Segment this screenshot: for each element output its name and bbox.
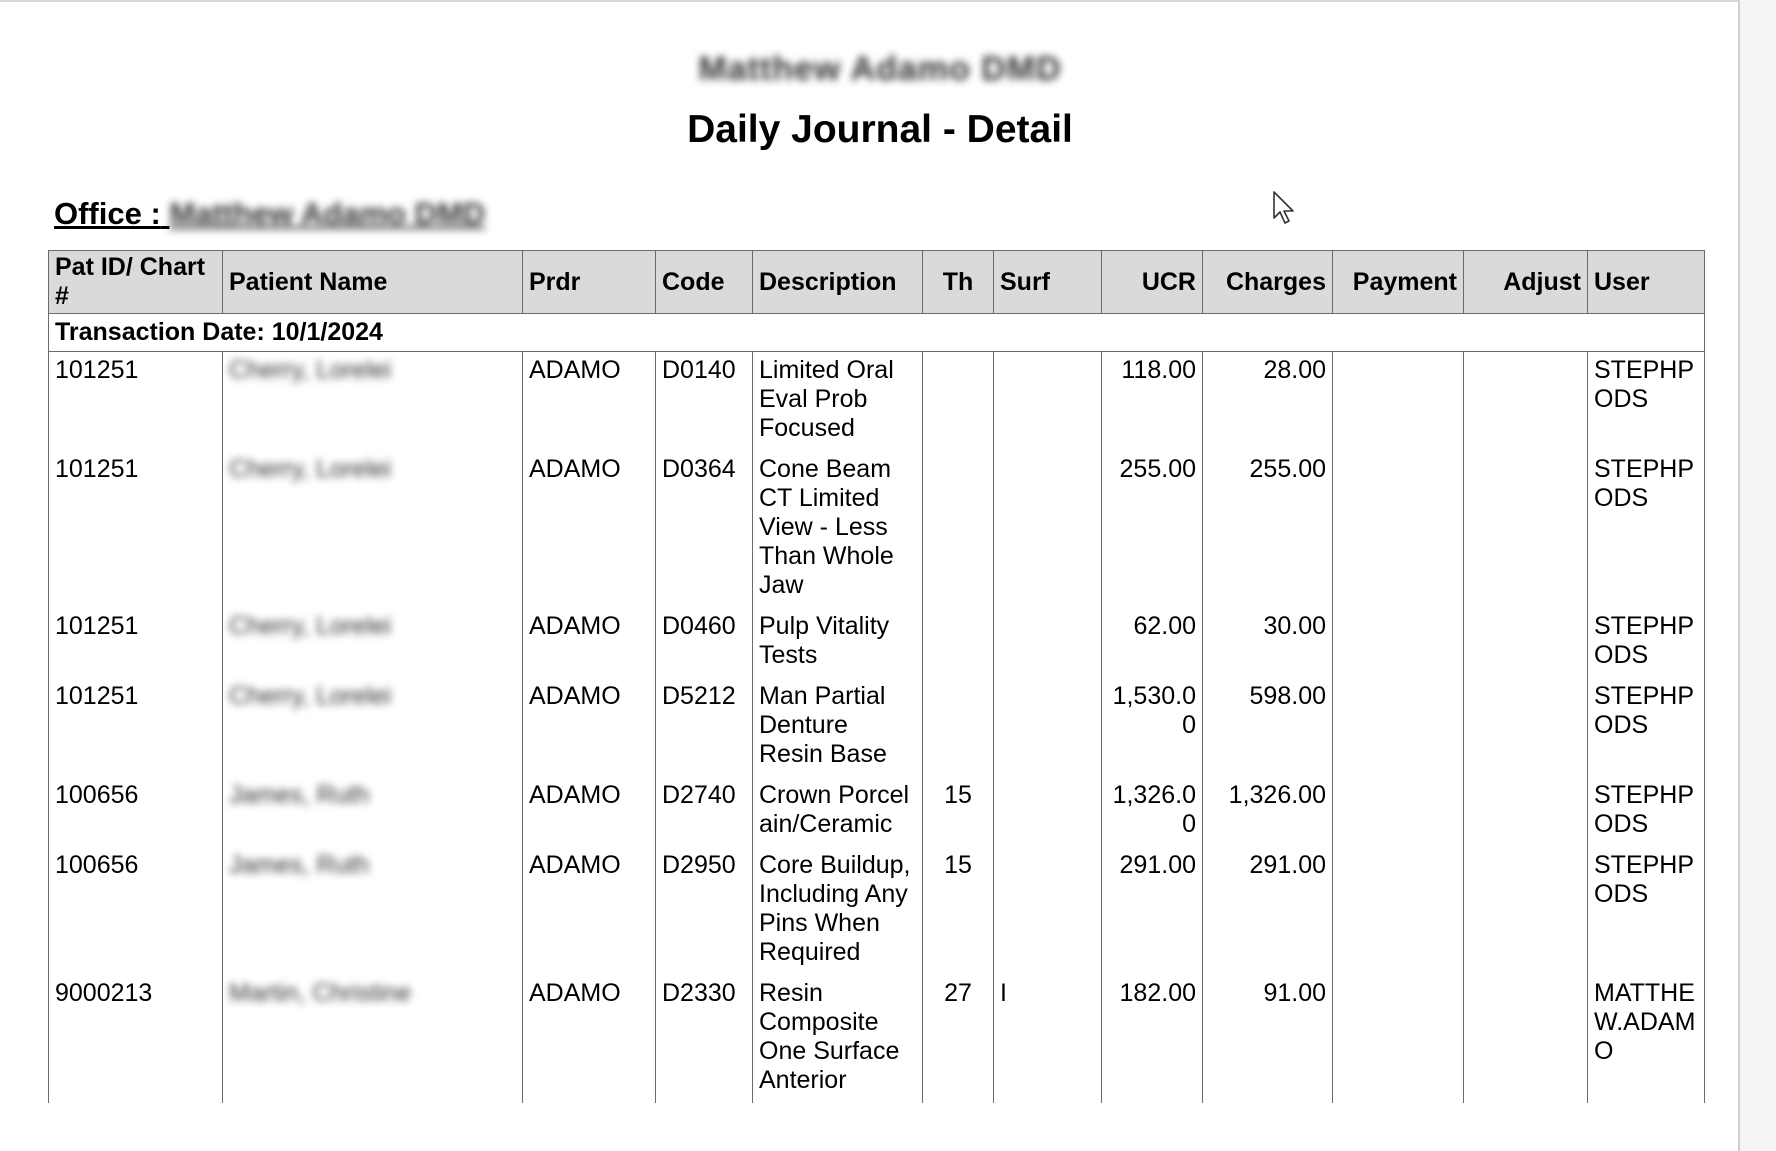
cell-ucr: 62.00 [1102,608,1203,678]
cell-code: D2950 [656,847,753,975]
cell-adjust [1464,847,1588,975]
col-header-adjust: Adjust [1464,251,1588,314]
cell-prdr: ADAMO [523,847,656,975]
cell-description: Limited Oral Eval Prob Focused [753,352,923,452]
cell-surf [994,451,1102,608]
cell-user: STEPHPODS [1588,777,1705,847]
cell-description: Crown Porcelain/Ceramic [753,777,923,847]
cell-charges: 1,326.00 [1203,777,1333,847]
col-header-pat-id: Pat ID/ Chart # [49,251,223,314]
cell-code: D0364 [656,451,753,608]
cell-charges: 91.00 [1203,975,1333,1103]
cell-payment [1333,608,1464,678]
col-header-code: Code [656,251,753,314]
cell-description: Man Partial Denture Resin Base [753,678,923,777]
cell-th [923,678,994,777]
cell-ucr: 118.00 [1102,352,1203,452]
col-header-ucr: UCR [1102,251,1203,314]
cell-th [923,608,994,678]
cell-ucr: 1,326.00 [1102,777,1203,847]
transaction-date-label: Transaction Date: 10/1/2024 [49,314,1705,352]
cell-patient-name: James, Ruth [223,777,523,847]
cell-adjust [1464,777,1588,847]
cell-pat-id: 100656 [49,847,223,975]
cell-surf [994,608,1102,678]
cell-adjust [1464,608,1588,678]
cell-ucr: 291.00 [1102,847,1203,975]
cell-th: 15 [923,777,994,847]
cell-code: D2330 [656,975,753,1103]
cell-patient-name: Martin, Christine [223,975,523,1103]
cell-surf [994,777,1102,847]
practice-name: Matthew Adamo DMD [698,50,1062,88]
cell-adjust [1464,975,1588,1103]
cell-payment [1333,847,1464,975]
cell-adjust [1464,451,1588,608]
cell-payment [1333,975,1464,1103]
cell-payment [1333,451,1464,608]
cell-description: Cone Beam CT Limited View - Less Than Whole Jaw [753,451,923,608]
cell-code: D2740 [656,777,753,847]
cell-adjust [1464,678,1588,777]
table-header-row [49,251,1705,314]
cell-user: STEPHPODS [1588,451,1705,608]
cell-surf [994,678,1102,777]
cell-prdr: ADAMO [523,777,656,847]
office-label: Office : [54,196,161,231]
cell-description: Core Buildup, Including Any Pins When Required [753,847,923,975]
cell-prdr: ADAMO [523,451,656,608]
mouse-pointer-icon [1272,190,1296,226]
cell-code: D5212 [656,678,753,777]
cell-pat-id: 9000213 [49,975,223,1103]
cell-charges: 255.00 [1203,451,1333,608]
cell-pat-id: 101251 [49,678,223,777]
table-row [49,608,1705,678]
cell-user: STEPHPODS [1588,678,1705,777]
cell-user: STEPHPODS [1588,847,1705,975]
cell-th [923,451,994,608]
cell-charges: 598.00 [1203,678,1333,777]
table-row [49,451,1705,608]
col-header-th: Th [923,251,994,314]
col-header-patient-name: Patient Name [223,251,523,314]
cell-th: 27 [923,975,994,1103]
table-row [49,975,1705,1103]
cell-pat-id: 101251 [49,608,223,678]
report-title: Daily Journal - Detail [687,108,1073,151]
cell-payment [1333,352,1464,452]
cell-patient-name: James, Ruth [223,847,523,975]
office-value: Matthew Adamo DMD [169,196,486,231]
cell-payment [1333,777,1464,847]
cell-charges: 291.00 [1203,847,1333,975]
cell-ucr: 182.00 [1102,975,1203,1103]
cell-patient-name: Cherry, Lorelei [223,678,523,777]
cell-charges: 28.00 [1203,352,1333,452]
col-header-payment: Payment [1333,251,1464,314]
cell-adjust [1464,352,1588,452]
cell-th [923,352,994,452]
journal-table [48,250,1705,1103]
office-line [54,196,485,232]
cell-code: D0460 [656,608,753,678]
cell-surf: I [994,975,1102,1103]
cell-prdr: ADAMO [523,678,656,777]
cell-pat-id: 101251 [49,352,223,452]
transaction-date-group-row [49,314,1705,352]
col-header-user: User [1588,251,1705,314]
cell-pat-id: 101251 [49,451,223,608]
col-header-prdr: Prdr [523,251,656,314]
cell-payment [1333,678,1464,777]
cell-patient-name: Cherry, Lorelei [223,352,523,452]
table-row [49,352,1705,452]
cell-user: MATTHEW.ADAMO [1588,975,1705,1103]
cell-ucr: 255.00 [1102,451,1203,608]
cell-patient-name: Cherry, Lorelei [223,608,523,678]
table-row [49,777,1705,847]
cell-th: 15 [923,847,994,975]
cell-ucr: 1,530.00 [1102,678,1203,777]
cell-patient-name: Cherry, Lorelei [223,451,523,608]
table-row [49,678,1705,777]
cell-description: Resin Composite One Surface Anterior [753,975,923,1103]
col-header-description: Description [753,251,923,314]
col-header-surf: Surf [994,251,1102,314]
cell-prdr: ADAMO [523,975,656,1103]
cell-description: Pulp Vitality Tests [753,608,923,678]
cell-charges: 30.00 [1203,608,1333,678]
cell-code: D0140 [656,352,753,452]
table-row [49,847,1705,975]
cell-pat-id: 100656 [49,777,223,847]
cell-prdr: ADAMO [523,352,656,452]
cell-surf [994,352,1102,452]
cell-user: STEPHPODS [1588,352,1705,452]
cell-prdr: ADAMO [523,608,656,678]
cell-surf [994,847,1102,975]
col-header-charges: Charges [1203,251,1333,314]
cell-user: STEPHPODS [1588,608,1705,678]
